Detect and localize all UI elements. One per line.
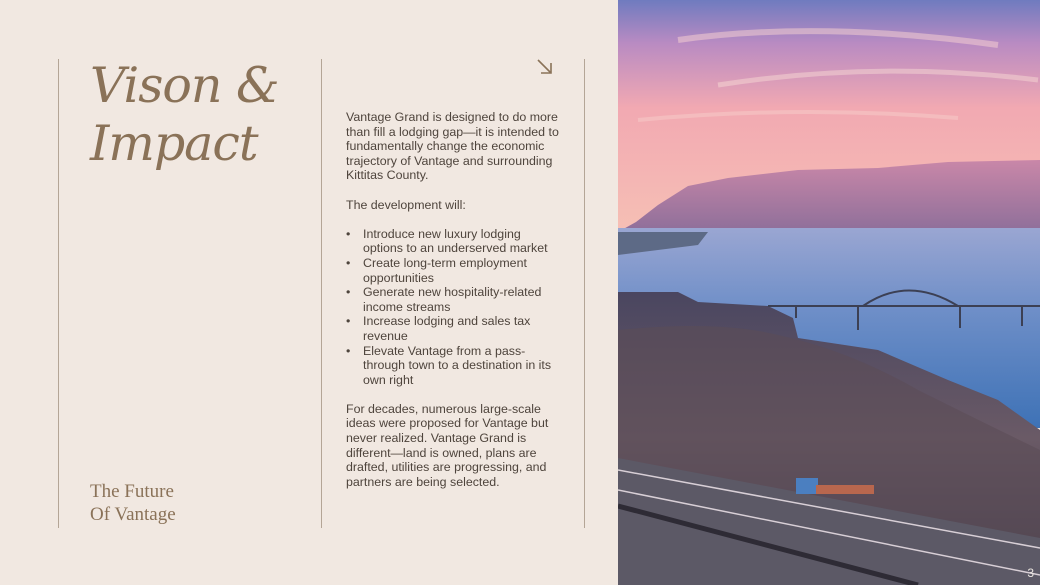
list-item	[346, 344, 564, 388]
bullet: •	[346, 314, 351, 329]
body-text	[346, 110, 564, 504]
list-item-text: Generate new hospitality-related income streams	[363, 285, 542, 314]
benefits-list	[346, 227, 564, 388]
section-subtitle	[90, 480, 176, 526]
divider-right	[584, 59, 585, 528]
page-number: 3	[1027, 566, 1034, 580]
list-item-text: Increase lodging and sales tax revenue	[363, 314, 531, 343]
list-item	[346, 256, 564, 285]
divider-left	[58, 59, 59, 528]
list-item	[346, 285, 564, 314]
bullet: •	[346, 285, 351, 300]
intro-paragraph: Vantage Grand is designed to do more than fill a lodging gap—it is intended to fundamentally change the economic trajectory of Vantage and surrounding Kittitas County.	[346, 110, 559, 183]
bullet: •	[346, 255, 351, 270]
subtitle-line-2: Of Vantage	[90, 504, 176, 525]
list-item	[346, 227, 564, 256]
bullet: •	[346, 226, 351, 241]
title-line-2: Impact	[90, 115, 258, 172]
landscape-photo	[618, 0, 1040, 585]
list-item	[346, 314, 564, 343]
list-item-text: Elevate Vantage from a pass-through town to a destination in its own right	[363, 343, 552, 387]
title-line-1: Vison &	[90, 57, 279, 114]
lead-paragraph: The development will:	[346, 197, 466, 212]
list-item-text: Create long-term employment opportunities	[363, 255, 527, 285]
arrow-down-right-icon	[535, 57, 555, 77]
divider-middle	[321, 59, 322, 528]
subtitle-line-1: The Future	[90, 481, 174, 502]
slide-title	[90, 57, 279, 173]
list-item-text: Introduce new luxury lodging options to an underserved market	[363, 226, 548, 256]
bullet: •	[346, 343, 351, 358]
closing-paragraph: For decades, numerous large-scale ideas were proposed for Vantage but never realized. Vantage Grand is different—land is owned, plans are drafted, utilities are progressing, and partners are being selected.	[346, 401, 549, 489]
